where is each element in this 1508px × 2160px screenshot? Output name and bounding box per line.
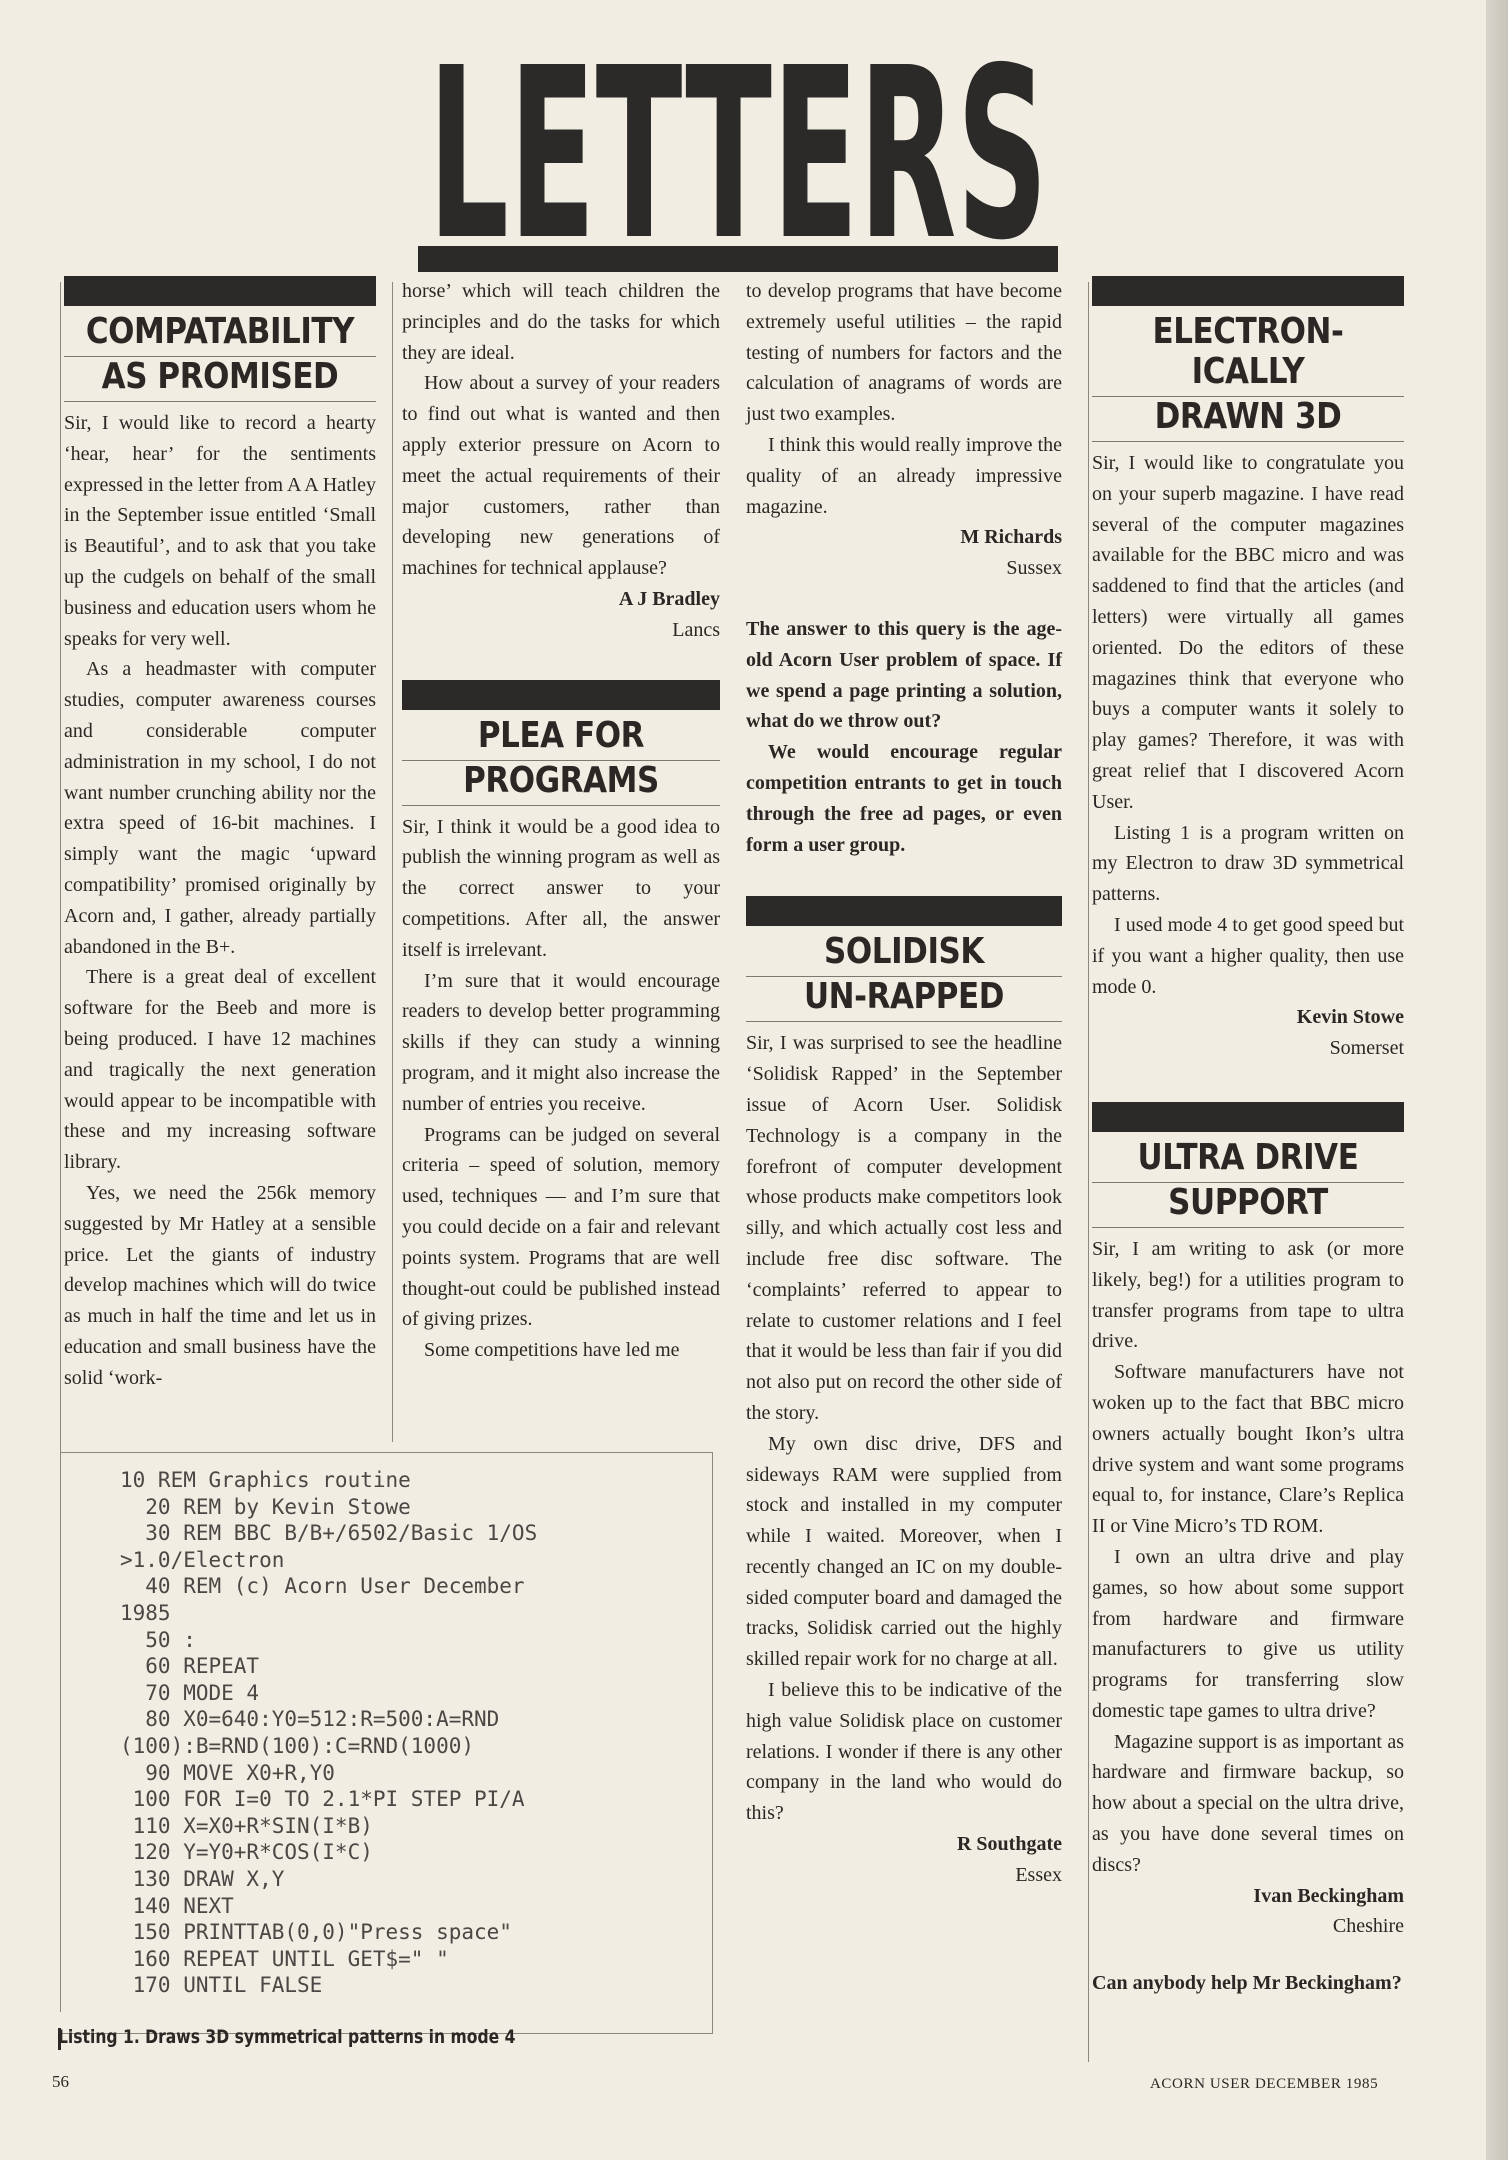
letter-paragraph: Some competitions have led me: [424, 1339, 680, 1362]
headline-line-1: PLEA FOR: [477, 714, 645, 756]
letter-paragraph: How about a survey of your readers to find out what is wanted and then apply exterior pressure on Acorn to meet the actual requirements of their major customers, rather than developing new generations of machines for technical applause?: [402, 372, 720, 580]
page-number: 56: [52, 2072, 69, 2091]
letter-paragraph: Sir, I think it would be a good idea to publish the winning program as well as the correct answer to your competitions. After all, the answer itself is irrelevant.: [402, 815, 720, 961]
letter-signature: Ivan Beckingham: [1253, 1884, 1404, 1907]
headline-line-1: COMPATABILITY: [85, 311, 355, 352]
headline-bar: [402, 680, 720, 710]
headline-line-1: ULTRA DRIVE: [1137, 1136, 1359, 1178]
letter-location: Cheshire: [1332, 1915, 1404, 1938]
letter-paragraph: I own an ultra drive and play games, so how about some support from hardware and firmware manufacturers to give us utility programs for transferring slow domestic tape games to ultra drive?: [1092, 1545, 1404, 1722]
footer-issue: ACORN USER DECEMBER 1985: [1150, 2076, 1379, 2092]
headline-line-1: SOLIDISK: [824, 931, 984, 973]
masthead-title: LETTERS: [428, 17, 1048, 244]
letter-location: Somerset: [1329, 1037, 1404, 1060]
headline-bar: [1092, 276, 1404, 306]
column-1: [64, 276, 376, 1394]
column-4: [1092, 276, 1404, 1999]
letter-paragraph: I believe this to be indicative of the high value Solidisk place on customer relations. I wonder if there is any other company in the land who would do this?: [746, 1679, 1062, 1825]
letters-masthead: [418, 0, 1058, 244]
column-rule: [1088, 282, 1089, 2062]
headline-bar: [64, 276, 376, 306]
editor-reply: We would encourage regular competition entrants to get in touch through the free ad pages, or even form a user group.: [746, 741, 1062, 856]
editor-reply: The answer to this query is the age-old Acorn User problem of space. If we spend a page printing a solution, what do we throw out?: [746, 617, 1062, 733]
letter-paragraph: Magazine support is as important as hardware and firmware backup, so how about a special on the ultra drive, as you have done several times on discs?: [1092, 1730, 1404, 1876]
letter-paragraph: Sir, I would like to congratulate you on your superb magazine. I have read several of the computer magazines available for the BBC micro and was saddened to find that the articles (and letters) were virtually all games oriented. Do the editors of these magazines think that everyone who buys a computer wants it solely to play games? Therefore, it was with great relief that I discovered Acorn User.: [1092, 452, 1404, 813]
letter-paragraph: Sir, I was surprised to see the headline ‘Solidisk Rapped’ in the September issue of Acorn User. Solidisk Technology is a company in the forefront of computer development whose products make competitors look silly, and which actually cost less and include free disc software. The ‘complaints’ referred to appear to relate to customer relations and I feel that it would be less than fair if you did not also put on record the other side of the story.: [746, 1032, 1062, 1424]
column-rule: [392, 282, 393, 1442]
headline-compatability: [64, 276, 376, 402]
editor-reply: Can anybody help Mr Beckingham?: [1092, 1972, 1402, 1995]
letter-location: Essex: [1015, 1863, 1062, 1886]
headline-bar: [746, 896, 1062, 926]
headline-solidisk: [746, 896, 1062, 1022]
headline-line-2: AS PROMISED: [101, 356, 339, 397]
letter-signature: Kevin Stowe: [1296, 1006, 1404, 1029]
headline-line-2: SUPPORT: [1168, 1181, 1328, 1223]
letter-paragraph: I’m sure that it would encourage readers to develop better programming skills if they can study a winning program, and it might also increase the number of entries you receive.: [402, 969, 720, 1115]
letter-paragraph: Yes, we need the 256k memory suggested by Mr Hatley at a sensible price. Let the giants of industry develop machines which will do twice as much in half the time and let us in education and small business have the solid ‘work-: [64, 1181, 376, 1389]
program-listing-box: [60, 1452, 713, 2034]
letter-paragraph: Programs can be judged on several criteria – speed of solution, memory used, techniques — and I’m sure that you could decide on a fair and relevant points system. Programs that are well thought-out could be published instead of giving prizes.: [402, 1123, 720, 1331]
headline-plea-for-programs: [402, 680, 720, 806]
letter-paragraph: horse’ which will teach children the principles and do the tasks for which they are ideal.: [402, 280, 720, 364]
masthead-bar: [418, 246, 1058, 272]
letter-signature: A J Bradley: [618, 587, 720, 610]
letter-paragraph: Sir, I would like to record a hearty ‘hear, hear’ for the sentiments expressed in the letter from A A Hatley in the September issue entitled ‘Small is Beautiful’, and to ask that you take up the cudgels on behalf of the small business and education users whom he speaks for very well.: [64, 412, 376, 650]
column-2: [402, 276, 720, 1366]
headline-ultra-drive: [1092, 1102, 1404, 1228]
letter-location: Sussex: [1006, 557, 1062, 580]
page-gutter: [1486, 0, 1508, 2160]
headline-line-2: DRAWN 3D: [1154, 396, 1342, 437]
letter-paragraph: Software manufacturers have not woken up to the fact that BBC micro owners actually bought Ikon’s ultra drive system and want some programs equal to, for instance, Clare’s Replica II or Vine Micro’s TD ROM.: [1092, 1361, 1404, 1538]
letter-paragraph: Sir, I am writing to ask (or more likely, beg!) for a utilities program to transfer programs from tape to ultra drive.: [1092, 1237, 1404, 1353]
listing-caption: Listing 1. Draws 3D symmetrical patterns in mode 4: [58, 2026, 516, 2048]
letter-signature: M Richards: [960, 526, 1062, 549]
headline-electron-ically: [1092, 276, 1404, 442]
letter-location: Lancs: [672, 618, 720, 641]
letter-paragraph: I used mode 4 to get good speed but if you want a higher quality, then use mode 0.: [1092, 913, 1404, 998]
letter-paragraph: I think this would really improve the quality of an already impressive magazine.: [746, 433, 1062, 518]
letter-paragraph: As a headmaster with computer studies, computer awareness courses and considerable computer administration in my school, I do not want number crunching ability nor the extra speed of 16-bit machines. I simply want the magic ‘upward compatibility’ promised originally by Acorn and, I gather, already partially abandoned in the B+.: [64, 658, 376, 958]
headline-line-1: ELECTRON-ICALLY: [1152, 311, 1344, 392]
letter-paragraph: Listing 1 is a program written on my Electron to draw 3D symmetrical patterns.: [1092, 821, 1404, 906]
program-listing-code: 10 REM Graphics routine 20 REM by Kevin Stowe 30 REM BBC B/B+/6502/Basic 1/OS >1.0/Electron 40 REM (c) Acorn User December 1985 50 : 60 REPEAT 70 MODE 4 80 X0=640:Y0=512:R=500:A=RND (100):B=RND(100):C=RND(1000) 90 MOVE X0+R,Y0 100 FOR I=0 TO 2.1*PI STEP PI/A 110 X=X0+R*SIN(I*B) 120 Y=Y0+R*COS(I*C) 130 DRAW X,Y 140 NEXT 150 PRINTTAB(0,0)"Press space" 160 REPEAT UNTIL GET$=" " 170 UNTIL FALSE: [120, 1468, 538, 1998]
headline-bar: [1092, 1102, 1404, 1132]
letter-signature: R Southgate: [956, 1833, 1062, 1856]
headline-line-2: PROGRAMS: [463, 759, 659, 801]
letter-paragraph: There is a great deal of excellent software for the Beeb and more is being produced. I have 12 machines and tragically the next generation would appear to be incompatible with these and my increasing software library.: [64, 966, 376, 1174]
headline-line-2: UN-RAPPED: [803, 976, 1005, 1018]
letter-paragraph: My own disc drive, DFS and sideways RAM were supplied from stock and installed in my computer while I waited. Moreover, when I recently changed an IC on my double-sided computer board and damaged the tracks, Solidisk carried out the highly skilled repair work for no charge at all.: [746, 1432, 1062, 1671]
letter-paragraph: to develop programs that have become extremely useful utilities – the rapid testing of numbers for factors and the calculation of anagrams of words are just two examples.: [746, 280, 1062, 426]
column-3: [746, 276, 1062, 1891]
